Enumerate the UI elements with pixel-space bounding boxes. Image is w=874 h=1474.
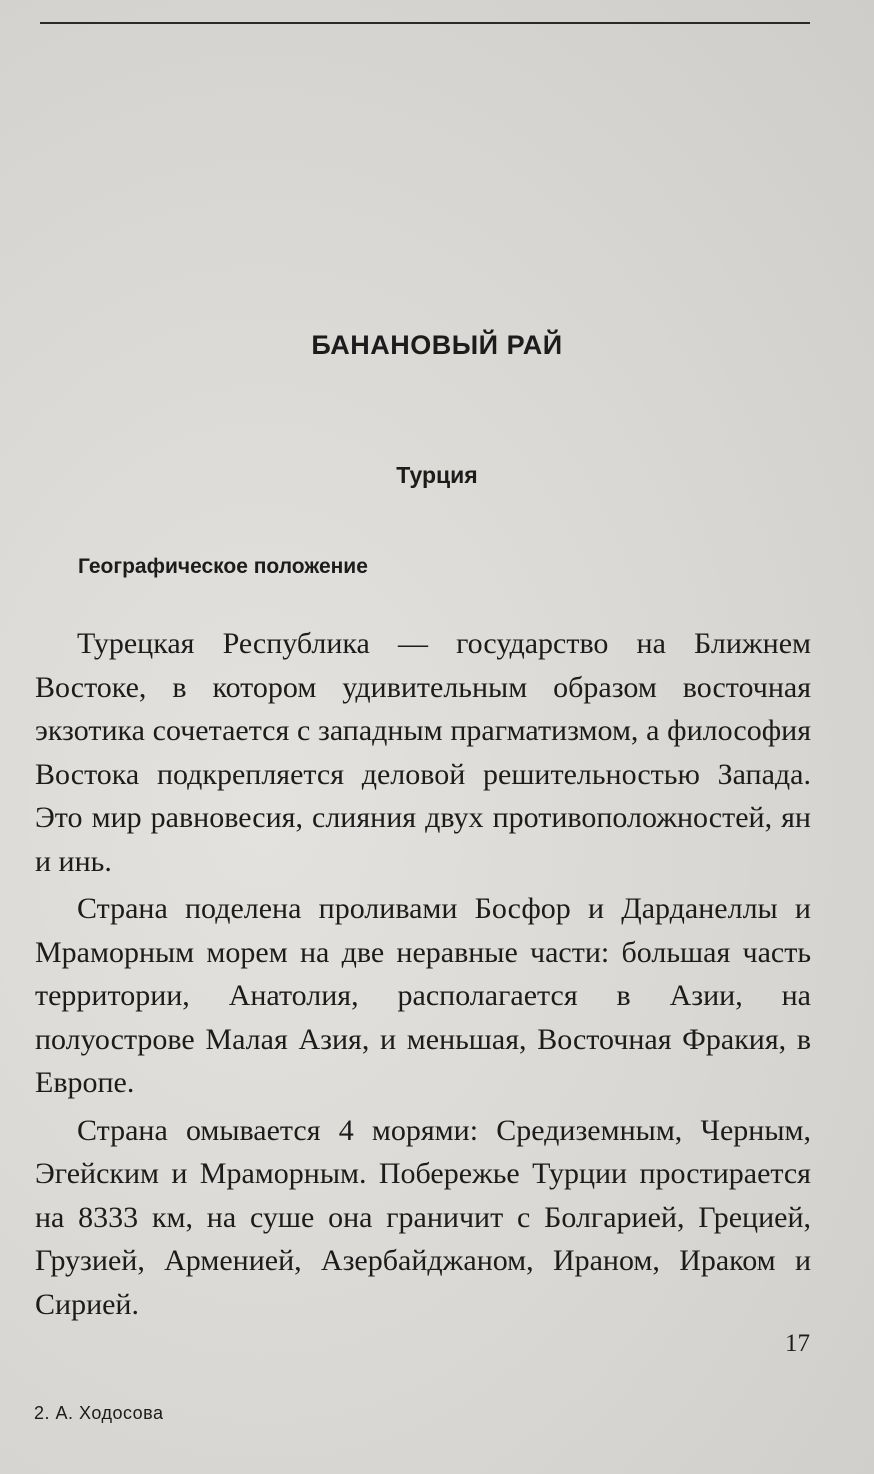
paragraph: Страна омывается 4 морями: Средиземным, Черным, Эгейским и Мраморным. Побережье Турции простирается на 8333 км, на суше она граничит с Болгарией, Грецией, Грузией, Арменией, Азербайджаном, Ираном, Ираком и Сирией. xyxy=(35,1113,811,1321)
footer-signature: 2. А. Ходосова xyxy=(34,1403,164,1423)
paragraph: Страна поделена проливами Босфор и Дарданеллы и Мраморным морем на две неравные части: большая часть территории, Анатолия, располагается в Азии, на полуострове Малая Азия, и меньшая, Восточная Фракия, в Европе. xyxy=(35,892,811,1099)
chapter-title: БАНАНОВЫЙ РАЙ xyxy=(311,330,563,360)
header-rule xyxy=(40,22,810,24)
paragraph: Турецкая Республика — государство на Ближнем Востоке, в котором удивительным образом восточная экзотика сочетается с западным прагматизмом, а философия Востока подкрепляется деловой решительностью Запада. Это мир равновесия, слияния двух противоположностей, ян и инь. xyxy=(35,627,811,878)
subsection-title: Географическое положение xyxy=(78,555,368,578)
page-number: 17 xyxy=(785,1330,810,1357)
section-title: Турция xyxy=(396,462,478,488)
body-text xyxy=(35,622,811,1330)
